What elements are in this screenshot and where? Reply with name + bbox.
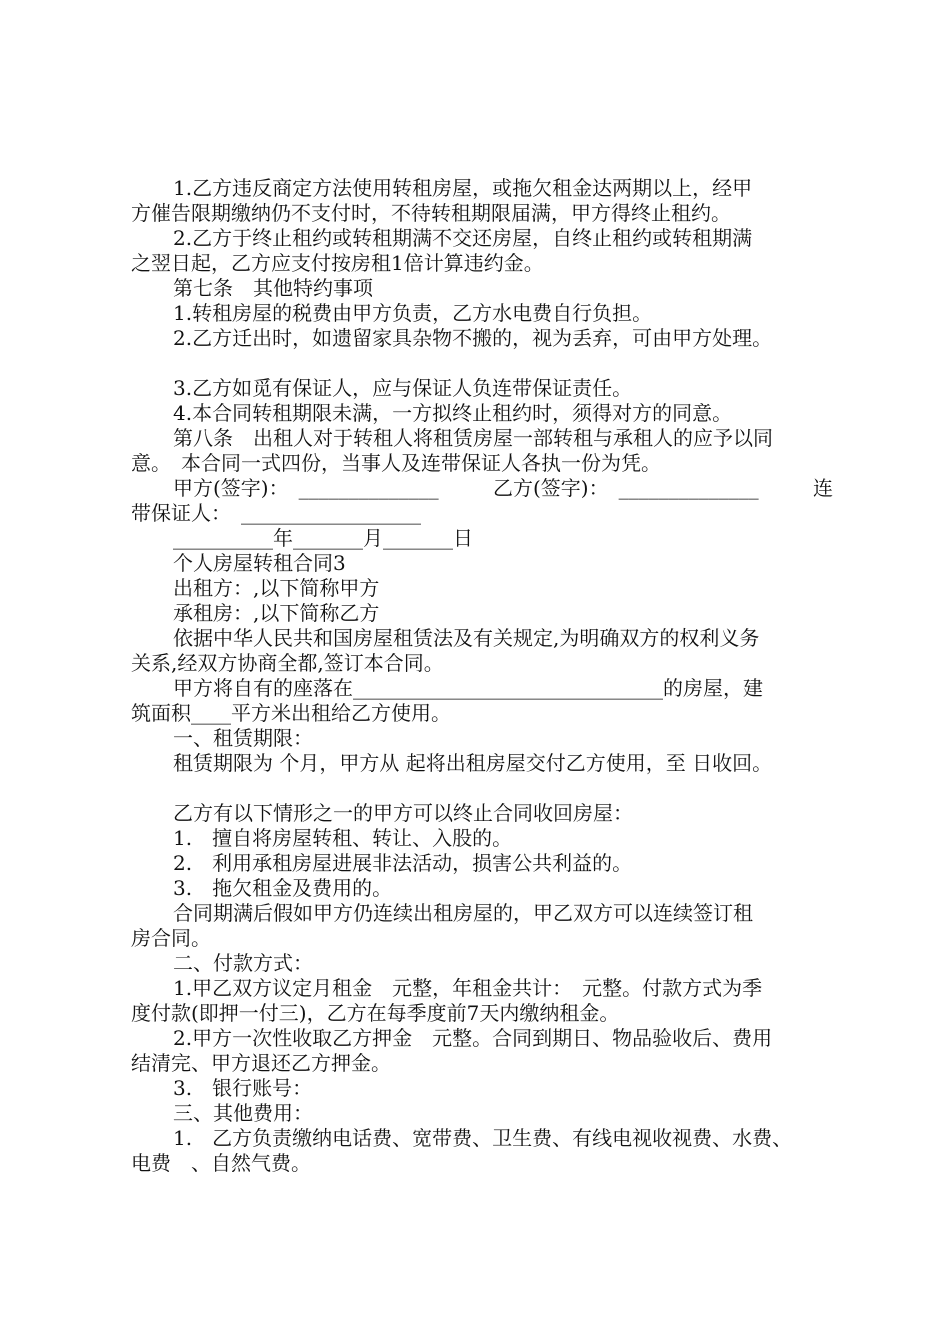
paragraph-line: 意。 本合同一式四份，当事人及连带保证人各执一份为凭。 [131, 451, 661, 475]
lessee-line: 承租房：,以下简称乙方 [173, 601, 380, 625]
party-b-signature: 乙方(签字)： ______________ [493, 476, 759, 500]
paragraph-line: 度付款(即押一付三)，乙方在每季度前7天内缴纳租金。 [131, 1001, 620, 1025]
lessor-line: 出租方：,以下简称甲方 [173, 576, 380, 600]
paragraph-line: 方催告限期缴纳仍不支付时，不待转租期限届满，甲方得终止租约。 [131, 201, 731, 225]
paragraph-line: 1.甲乙双方议定月租金 元整，年租金共计： 元整。付款方式为季 [173, 976, 763, 1000]
list-item: 2. 利用承租房屋进展非法活动，损害公共利益的。 [173, 851, 633, 875]
document-body [131, 176, 843, 1176]
contract-title: 个人房屋转租合同3 [173, 551, 346, 575]
list-item: 3. 拖欠租金及费用的。 [173, 876, 393, 900]
paragraph-line: 之翌日起，乙方应支付按房租1倍计算违约金。 [131, 251, 544, 275]
paragraph-line: 1.转租房屋的税费由甲方负责，乙方水电费自行负担。 [173, 301, 653, 325]
paragraph-line: 甲方将自有的座落在_______________________________的房屋，建 [173, 676, 763, 700]
section-heading: 三、其他费用： [173, 1101, 313, 1125]
list-item: 3. 银行账号： [173, 1076, 313, 1100]
guarantor-label-start: 连 [813, 476, 833, 500]
blank-line [131, 776, 843, 801]
paragraph-line: 第八条 出租人对于转租人将租赁房屋一部转租与承租人的应予以同 [173, 426, 773, 450]
section-heading: 一、租赁期限： [173, 726, 313, 750]
paragraph-line: 依据中华人民共和国房屋租赁法及有关规定,为明确双方的权利义务 [173, 626, 760, 650]
paragraph-line: 3.乙方如觅有保证人，应与保证人负连带保证责任。 [173, 376, 633, 400]
paragraph-line: 电费 、自然气费。 [131, 1151, 311, 1175]
paragraph-line: 1.乙方违反商定方法使用转租房屋，或拖欠租金达两期以上，经甲 [173, 176, 753, 200]
article-heading: 第七条 其他特约事项 [173, 276, 373, 300]
paragraph-line: 租赁期限为 个月，甲方从 起将出租房屋交付乙方使用，至 日收回。 [173, 751, 773, 775]
paragraph-line: 结清完、甲方退还乙方押金。 [131, 1051, 391, 1075]
list-item: 1. 擅自将房屋转租、转让、入股的。 [173, 826, 513, 850]
guarantor-signature: 带保证人： __________________ [131, 501, 421, 525]
paragraph-line: 关系,经双方协商全都,签订本合同。 [131, 651, 444, 675]
blank-line [131, 351, 843, 376]
paragraph-line: 乙方有以下情形之一的甲方可以终止合同收回房屋： [173, 801, 633, 825]
paragraph-line: 4.本合同转租期限未满，一方拟终止租约时，须得对方的同意。 [173, 401, 733, 425]
paragraph-line: 合同期满后假如甲方仍连续出租房屋的，甲乙双方可以连续签订租 [173, 901, 753, 925]
signature-date: __________年_______月_______日 [173, 526, 473, 550]
paragraph-line: 筑面积____平方米出租给乙方使用。 [131, 701, 451, 725]
paragraph-line: 房合同。 [131, 926, 211, 950]
section-heading: 二、付款方式： [173, 951, 313, 975]
paragraph-line: 2.乙方于终止租约或转租期满不交还房屋，自终止租约或转租期满 [173, 226, 753, 250]
party-a-signature: 甲方(签字)： ______________ [173, 476, 439, 500]
signature-line [131, 476, 843, 501]
paragraph-line: 2.甲方一次性收取乙方押金 元整。合同到期日、物品验收后、费用 [173, 1026, 773, 1050]
paragraph-line: 1. 乙方负责缴纳电话费、宽带费、卫生费、有线电视收视费、水费、 [173, 1126, 793, 1150]
paragraph-line: 2.乙方迁出时，如遗留家具杂物不搬的，视为丢弃，可由甲方处理。 [173, 326, 773, 350]
